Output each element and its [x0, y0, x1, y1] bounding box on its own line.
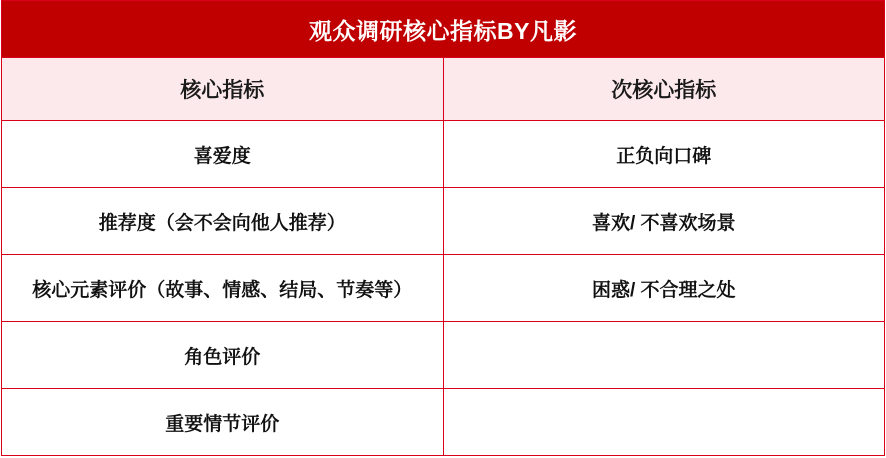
cell-core-metric: 角色评价	[2, 322, 444, 389]
table-row	[2, 322, 885, 389]
page-title: 观众调研核心指标BY凡影	[2, 1, 885, 58]
cell-core-metric: 核心元素评价（故事、情感、结局、节奏等）	[2, 255, 444, 322]
cell-secondary-metric	[443, 389, 885, 456]
core-metrics-table	[1, 0, 885, 456]
cell-secondary-metric: 正负向口碑	[443, 121, 885, 188]
table-row	[2, 121, 885, 188]
cell-secondary-metric	[443, 322, 885, 389]
cell-secondary-metric: 困惑/ 不合理之处	[443, 255, 885, 322]
table-header-row	[2, 58, 885, 121]
table-title-row	[2, 1, 885, 58]
cell-core-metric: 喜爱度	[2, 121, 444, 188]
table-row	[2, 255, 885, 322]
column-header-core: 核心指标	[2, 58, 444, 121]
table-row	[2, 389, 885, 456]
cell-secondary-metric: 喜欢/ 不喜欢场景	[443, 188, 885, 255]
table-row	[2, 188, 885, 255]
cell-core-metric: 推荐度（会不会向他人推荐）	[2, 188, 444, 255]
column-header-secondary: 次核心指标	[443, 58, 885, 121]
cell-core-metric: 重要情节评价	[2, 389, 444, 456]
